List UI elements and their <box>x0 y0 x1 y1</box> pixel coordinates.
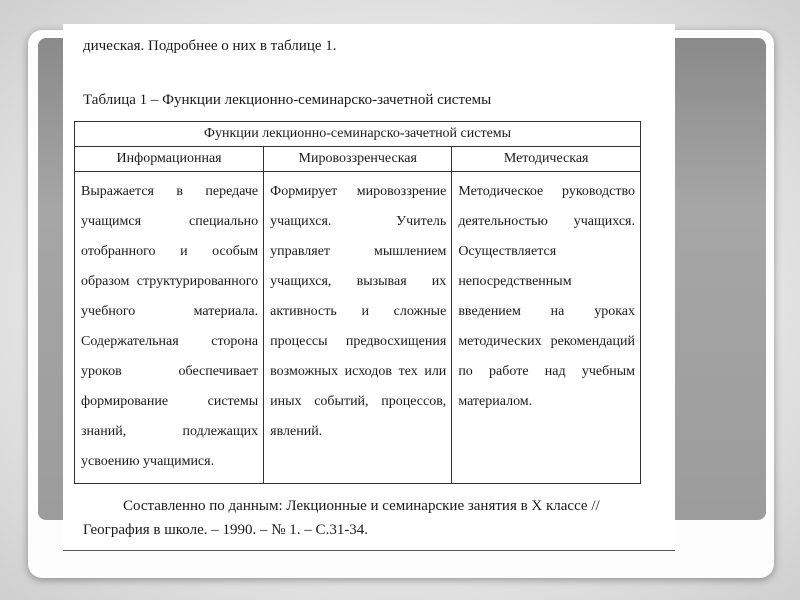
cell-worldview: Формирует мировоззрение учащихся. Учитель управляет мышлением учащихся, вызывая их активность и сложные процессы предвосхищения возможных исходов тех или иных событий, процессов, явлений. <box>264 172 452 484</box>
header-methodical: Методическая <box>452 147 641 172</box>
header-worldview: Мировоззренческая <box>264 147 452 172</box>
table-header-row <box>75 147 641 172</box>
cell-methodical: Методическое руководство деятельностью учащихся. Осуществляется непосредственным введением на уроках методических рекомендаций по работе над учебным материалом. <box>452 172 641 484</box>
table-title: Функции лекционно-семинарско-зачетной системы <box>75 122 641 147</box>
functions-table <box>74 121 641 484</box>
source-note: Составленно по данным: Лекционные и семинарские занятия в X классе // География в школе. – 1990. – № 1. – С.31-34. <box>83 498 600 538</box>
header-informational: Информационная <box>75 147 264 172</box>
intro-text: дическая. Подробнее о них в таблице 1. <box>83 38 337 54</box>
cell-informational: Выражается в передаче учащимся специально отобранного и особым образом структурированного учебного материала. Содержательная сторона уроков обеспечивает формирование системы знаний, подлежащих усвоению учащимися. <box>75 172 264 484</box>
document-page <box>63 24 675 552</box>
table-caption: Таблица 1 – Функции лекционно-семинарско-зачетной системы <box>83 92 492 108</box>
bottom-rule <box>63 550 675 551</box>
table-title-row <box>75 122 641 147</box>
table-row <box>75 172 641 484</box>
